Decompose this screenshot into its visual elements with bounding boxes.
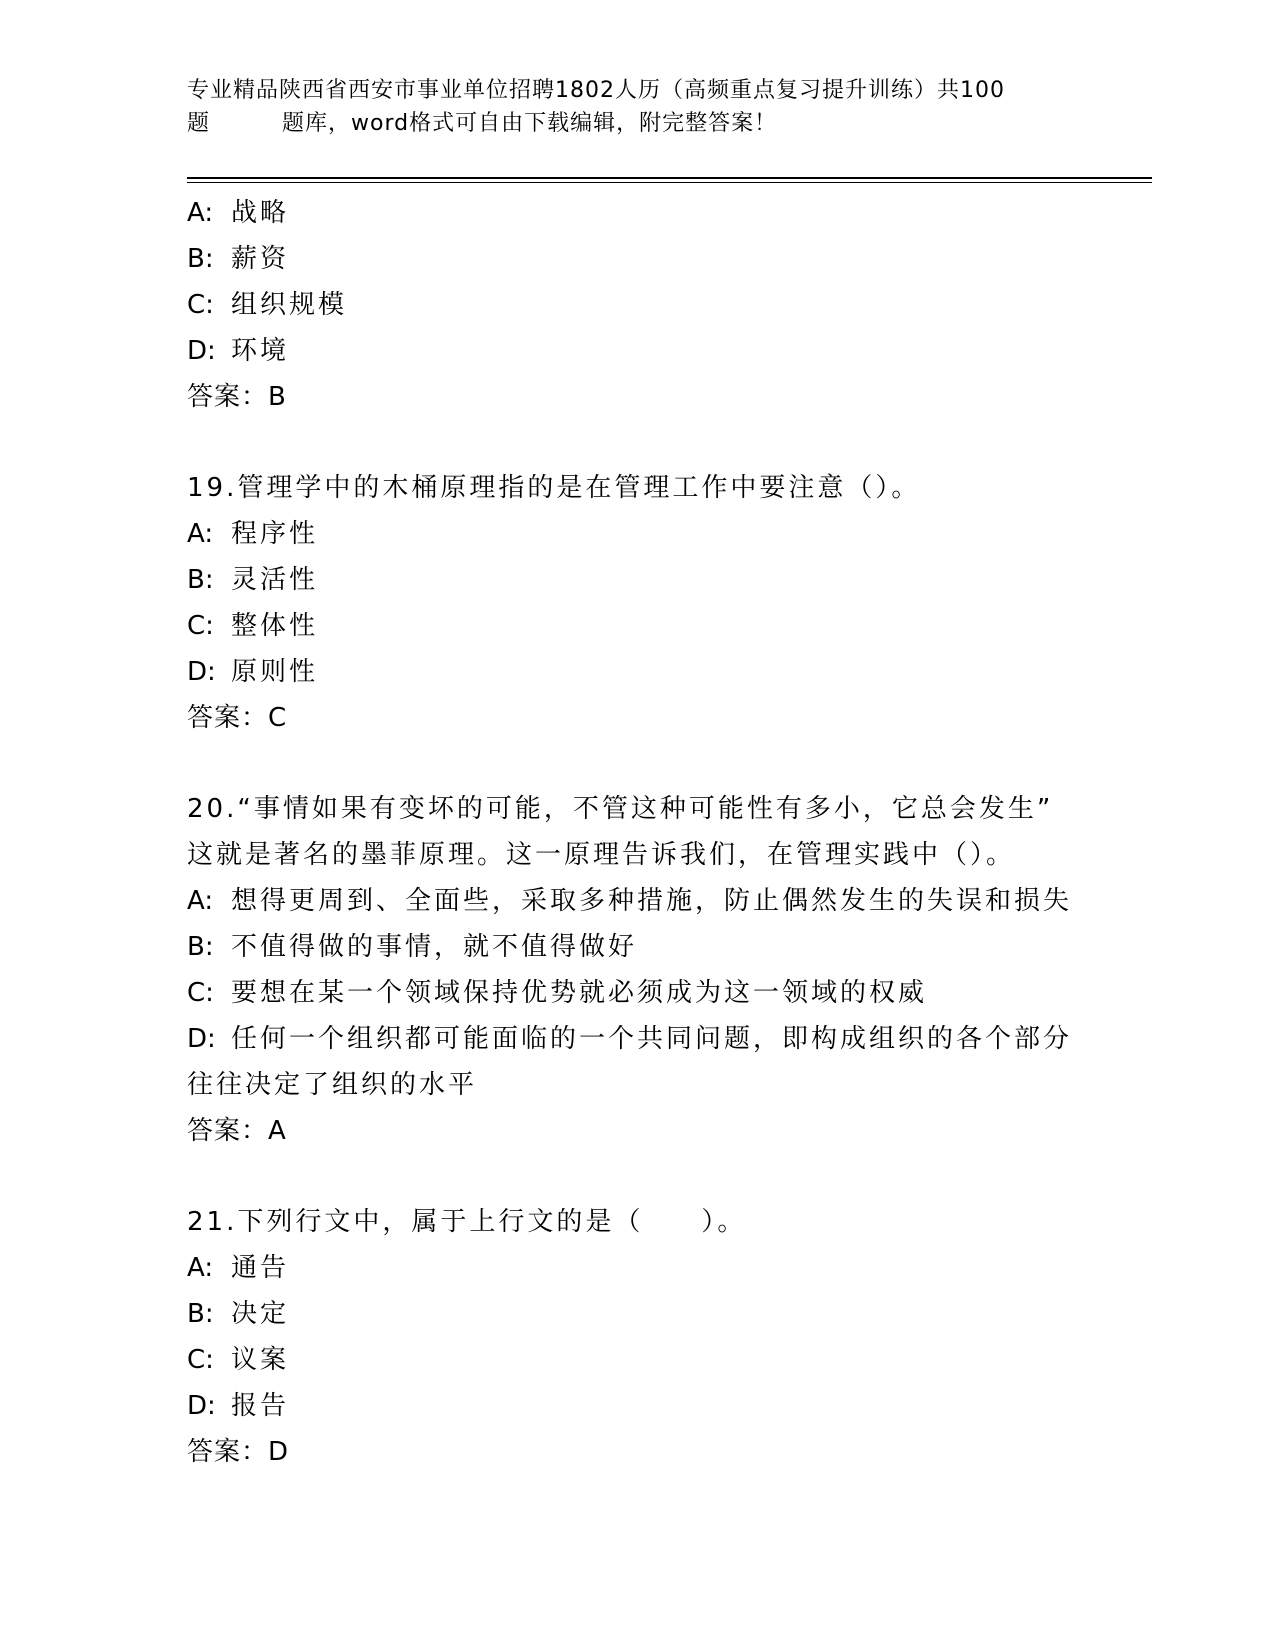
option-d: D: 环境 <box>187 336 290 366</box>
answer-line: 答案：B <box>187 382 287 412</box>
question-20 <box>187 786 1087 1154</box>
option-a: A: 通告 <box>187 1253 290 1283</box>
question-21 <box>187 1199 1087 1475</box>
option-d-continuation: 往往决定了组织的水平 <box>187 1070 478 1100</box>
header-divider-thick <box>187 177 1152 179</box>
question-content <box>187 190 1087 1475</box>
option-b: B: 灵活性 <box>187 565 319 595</box>
header-line-2 <box>187 107 1067 140</box>
option-c: C: 组织规模 <box>187 290 348 320</box>
answer-line: 答案：D <box>187 1437 290 1467</box>
question-stem: 19.管理学中的木桶原理指的是在管理工作中要注意（）。 <box>187 473 921 503</box>
header-line-1: 专业精品陕西省西安市事业单位招聘1802人历（高频重点复习提升训练）共100 <box>187 78 1005 103</box>
option-c: C: 整体性 <box>187 611 319 641</box>
question-stem: 21.下列行文中，属于上行文的是（ ）。 <box>187 1207 747 1237</box>
answer-line: 答案：C <box>187 703 288 733</box>
option-a: A: 程序性 <box>187 519 319 549</box>
option-b: B: 薪资 <box>187 244 290 274</box>
option-d: D: 任何一个组织都可能面临的一个共同问题，即构成组织的各个部分 <box>187 1024 1073 1054</box>
answer-line: 答案：A <box>187 1116 287 1146</box>
document-header <box>187 74 1067 140</box>
header-divider-thin <box>187 182 1152 183</box>
question-19 <box>187 465 1087 741</box>
question-stem-line-2: 这就是著名的墨菲原理。这一原理告诉我们，在管理实践中（）。 <box>187 840 1016 870</box>
question-stem-line-1: 20.“事情如果有变坏的可能，不管这种可能性有多小，它总会发生” <box>187 794 1054 824</box>
header-line-2-b: 题库，word格式可自由下载编辑，附完整答案！ <box>282 111 778 136</box>
option-c: C: 议案 <box>187 1345 290 1375</box>
option-a: A: 战略 <box>187 198 290 228</box>
option-a: A: 想得更周到、全面些，采取多种措施，防止偶然发生的失误和损失 <box>187 886 1073 916</box>
header-line-2-a: 题 <box>187 111 211 136</box>
option-d: D: 报告 <box>187 1391 290 1421</box>
option-b: B: 决定 <box>187 1299 290 1329</box>
option-c: C: 要想在某一个领域保持优势就必须成为这一领域的权威 <box>187 978 928 1008</box>
option-d: D: 原则性 <box>187 657 319 687</box>
prev-question <box>187 190 1087 420</box>
option-b: B: 不值得做的事情，就不值得做好 <box>187 932 638 962</box>
